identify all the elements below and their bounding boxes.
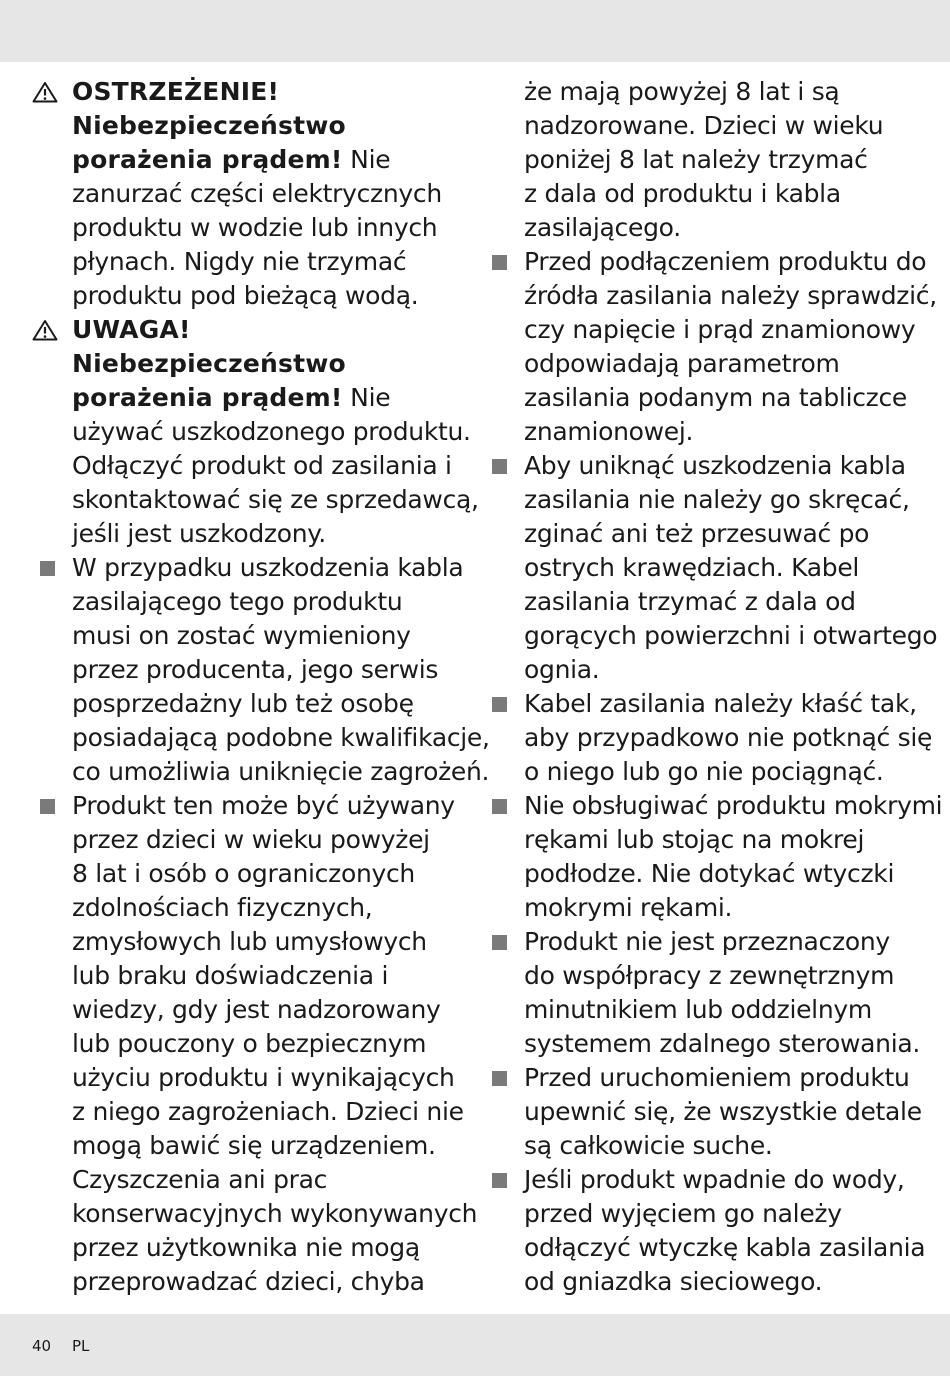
bullet-text-line: minutnikiem lub oddzielnym [524, 995, 872, 1024]
bullet-square-icon [482, 1163, 514, 1197]
caution-title: UWAGA! [72, 315, 191, 344]
continuation-text-line: nadzorowane. Dzieci w wieku [524, 111, 884, 140]
bullet-text-line: systemem zdalnego sterowania. [524, 1029, 921, 1058]
bullet-wet-hands [482, 789, 943, 925]
bullet-dry-parts [482, 1061, 930, 1163]
bullet-text-line: przez użytkownika nie mogą [72, 1233, 420, 1262]
bullet-text-line: mokrymi rękami. [524, 893, 733, 922]
bullet-text-line: ognia. [524, 655, 600, 684]
bullet-text-line: Nie obsługiwać produktu mokrymi [524, 791, 943, 820]
bullet-text-line: upewnić się, że wszystkie detale [524, 1097, 922, 1126]
bullet-text-line: zmysłowych lub umysłowych [72, 927, 427, 956]
caution-block-damaged-product [30, 313, 479, 551]
bullet-text-line: ostrych krawędziach. Kabel [524, 553, 860, 582]
bullet-text-line: Przed podłączeniem produktu do [524, 247, 927, 276]
continuation-children-usage [482, 75, 930, 245]
bullet-text-line: zasilającego tego produktu [72, 587, 403, 616]
bullet-text-line: aby przypadkowo nie potknąć się [524, 723, 933, 752]
bullet-text-line: konserwacyjnych wykonywanych [72, 1199, 478, 1228]
warning-triangle-icon [30, 75, 62, 109]
continuation-text-line: z dala od produktu i kabla [524, 179, 841, 208]
warning-subtitle: Niebezpieczeństwo [72, 111, 346, 140]
bullet-external-timer [482, 925, 930, 1061]
bullet-text-line: zginać ani też przesuwać po [524, 519, 870, 548]
bullet-product-in-water [482, 1163, 930, 1299]
bullet-text-line: Produkt nie jest przeznaczony [524, 927, 890, 956]
bullet-text-line: o niego lub go nie pociągnąć. [524, 757, 884, 786]
bullet-text-line: przez dzieci w wieku powyżej [72, 825, 430, 854]
warning-text-line: płynach. Nigdy nie trzymać [72, 247, 407, 276]
warning-line [72, 143, 470, 177]
caution-text-line: skontaktować się ze sprzedawcą, [72, 485, 479, 514]
bullet-text-line: odpowiadają parametrom [524, 349, 840, 378]
bullet-text-line: Jeśli produkt wpadnie do wody, [524, 1165, 905, 1194]
bullet-text-line: lub pouczony o bezpiecznym [72, 1029, 427, 1058]
bullet-square-icon [482, 449, 514, 483]
footer-band [0, 1314, 950, 1376]
warning-line-rest: Nie [342, 145, 391, 174]
bullet-text-line: posiadającą podobne kwalifikacje, [72, 723, 490, 752]
warning-text-line: produktu w wodzie lub innych [72, 213, 438, 242]
bullet-square-icon [30, 551, 62, 585]
bullet-square-icon [30, 789, 62, 823]
bullet-text-line: z niego zagrożeniach. Dzieci nie [72, 1097, 464, 1126]
language-code: PL [72, 1337, 90, 1355]
bullet-square-icon [482, 687, 514, 721]
bullet-text-line: Kabel zasilania należy kłaść tak, [524, 689, 917, 718]
continuation-text-line: poniżej 8 lat należy trzymać [524, 145, 868, 174]
continuation-text-line: zasilającego. [524, 213, 681, 242]
right-column [482, 75, 943, 1299]
header-band [0, 0, 950, 62]
bullet-text-line: Aby uniknąć uszkodzenia kabla [524, 451, 906, 480]
bullet-text-line: W przypadku uszkodzenia kabla [72, 553, 464, 582]
caution-text-line: używać uszkodzonego produktu. [72, 417, 471, 446]
bullet-text-line: od gniazdka sieciowego. [524, 1267, 823, 1296]
continuation-text-line: że mają powyżej 8 lat i są [524, 77, 840, 106]
bullet-text-line: czy napięcie i prąd znamionowy [524, 315, 916, 344]
bullet-square-icon [482, 925, 514, 959]
caution-text-line: Odłączyć produkt od zasilania i [72, 451, 452, 480]
warning-text-line: produktu pod bieżącą wodą. [72, 281, 419, 310]
bullet-text-line: musi on zostać wymieniony [72, 621, 411, 650]
bullet-children-usage [30, 789, 478, 1299]
bullet-text-line: rękami lub stojąc na mokrej [524, 825, 865, 854]
warning-block-electric-shock [30, 75, 470, 313]
bullet-text-line: zdolnościach fizycznych, [72, 893, 373, 922]
bullet-text-line: gorących powierzchni i otwartego [524, 621, 938, 650]
bullet-text-line: znamionowej. [524, 417, 694, 446]
bullet-text-line: źródła zasilania należy sprawdzić, [524, 281, 937, 310]
bullet-cable-replacement [30, 551, 490, 789]
bullet-text-line: przed wyjęciem go należy [524, 1199, 842, 1228]
bullet-text-line: lub braku doświadczenia i [72, 961, 389, 990]
bullet-text-line: Produkt ten może być używany [72, 791, 455, 820]
warning-title: OSTRZEŻENIE! [72, 77, 280, 106]
bullet-square-icon [482, 1061, 514, 1095]
bullet-text-line: użyciu produktu i wynikających [72, 1063, 455, 1092]
bullet-text-line: zasilania trzymać z dala od [524, 587, 856, 616]
caution-line [72, 381, 470, 415]
caution-subtitle: Niebezpieczeństwo [72, 349, 346, 378]
bullet-cable-placement [482, 687, 933, 789]
bullet-text-line: do współpracy z zewnętrznym [524, 961, 895, 990]
caution-text-line: jeśli jest uszkodzony. [72, 519, 326, 548]
page-number: 40 [32, 1337, 52, 1355]
bullet-check-voltage [482, 245, 937, 449]
bullet-text-line: 8 lat i osób o ograniczonych [72, 859, 415, 888]
bullet-text-line: mogą bawić się urządzeniem. [72, 1131, 436, 1160]
bullet-text-line: co umożliwia uniknięcie zagrożeń. [72, 757, 490, 786]
warning-triangle-icon [30, 313, 62, 347]
bullet-text-line: przez producenta, jego serwis [72, 655, 439, 684]
bullet-square-icon [482, 245, 514, 279]
caution-line-rest: Nie [342, 383, 391, 412]
bullet-text-line: przeprowadzać dzieci, chyba [72, 1267, 425, 1296]
bullet-text-line: wiedzy, gdy jest nadzorowany [72, 995, 441, 1024]
warning-subtitle-end: porażenia prądem! [72, 145, 343, 174]
bullet-text-line: podłodze. Nie dotykać wtyczki [524, 859, 895, 888]
caution-subtitle-end: porażenia prądem! [72, 383, 343, 412]
bullet-text-line: posprzedażny lub też osobę [72, 689, 414, 718]
bullet-text-line: Czyszczenia ani prac [72, 1165, 328, 1194]
bullet-text-line: odłączyć wtyczkę kabla zasilania [524, 1233, 926, 1262]
bullet-text-line: Przed uruchomieniem produktu [524, 1063, 910, 1092]
bullet-text-line: zasilania podanym na tabliczce [524, 383, 908, 412]
bullet-text-line: są całkowicie suche. [524, 1131, 773, 1160]
bullet-cable-damage [482, 449, 938, 687]
left-column [30, 75, 490, 1299]
bullet-text-line: zasilania nie należy go skręcać, [524, 485, 910, 514]
warning-text-line: zanurzać części elektrycznych [72, 179, 442, 208]
bullet-square-icon [482, 789, 514, 823]
